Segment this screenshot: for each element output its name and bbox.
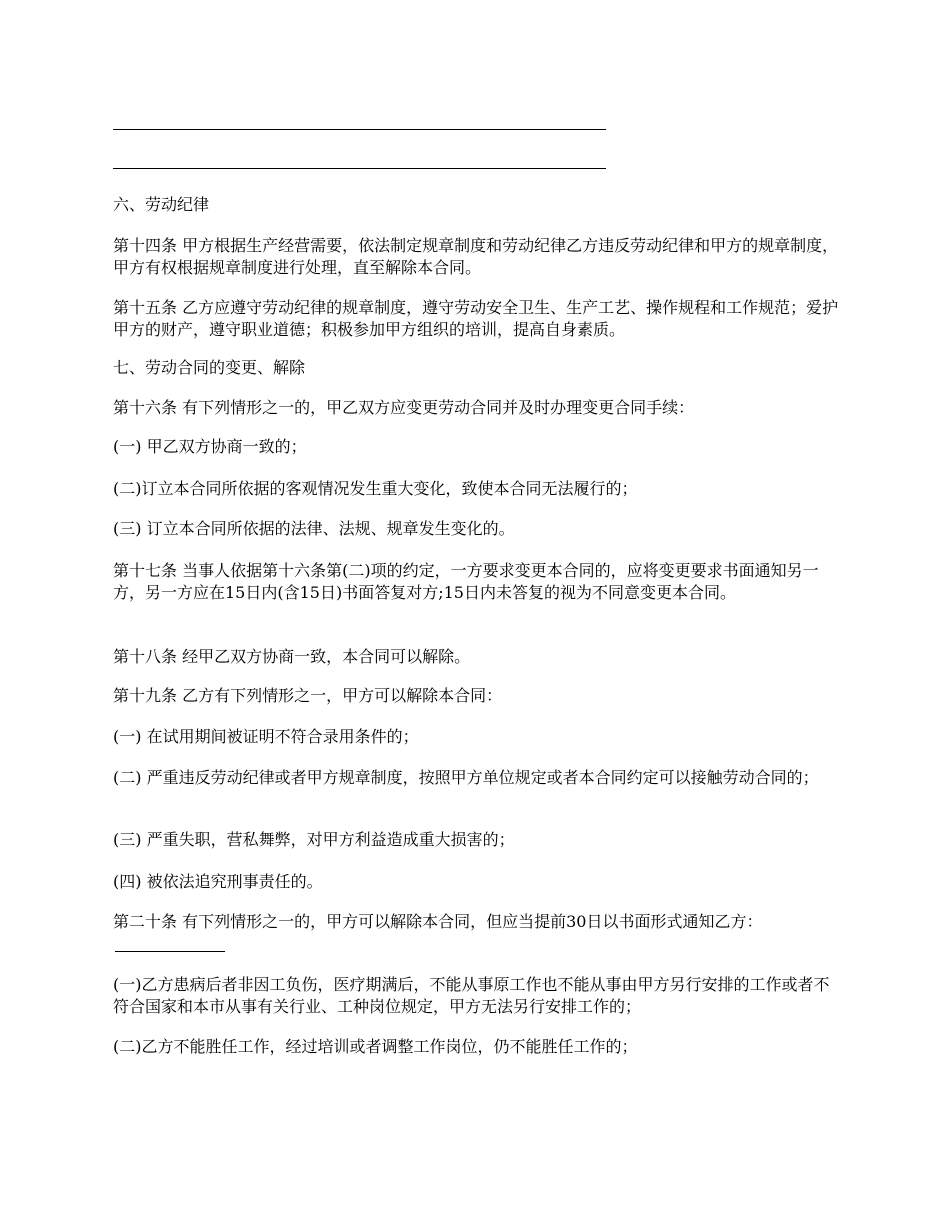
article-20-text: 第二十条 有下列情形之一的，甲方可以解除本合同，但应当提前30日以书面形式通知乙方： xyxy=(113,912,763,931)
article-20-item-1: (一)乙方患病后者非因工负伤，医疗期满后，不能从事原工作也不能从事由甲方另行安排的工作或者不符合国家和本市从事有关行业、工种岗位规定，甲方无法另行安排工作的； xyxy=(113,975,830,1016)
article-19-item-2: (二) 严重违反劳动纪律或者甲方规章制度，按照甲方单位规定或者本合同约定可以接触劳动合同的； xyxy=(113,768,819,787)
blank-fill-line xyxy=(113,129,606,130)
article-15: 第十五条 乙方应遵守劳动纪律的规章制度，遵守劳动安全卫生、生产工艺、操作规程和工作规范；爱护甲方的财产，遵守职业道德；积极参加甲方组织的培训，提高自身素质。 xyxy=(113,298,839,339)
article-14: 第十四条 甲方根据生产经营需要，依法制定规章制度和劳动纪律乙方违反劳动纪律和甲方的规章制度，甲方有权根据规章制度进行处理，直至解除本合同。 xyxy=(113,236,839,277)
article-19-item-4: (四) 被依法追究刑事责任的。 xyxy=(113,872,323,891)
section-heading-contract-change: 七、劳动合同的变更、解除 xyxy=(113,358,306,377)
article-16-item-2: (二)订立本合同所依据的客观情况发生重大变化，致使本合同无法履行的； xyxy=(113,479,638,498)
article-18: 第十八条 经甲乙双方协商一致，本合同可以解除。 xyxy=(113,647,471,666)
section-heading-labor-discipline: 六、劳动纪律 xyxy=(113,195,210,214)
blank-fill-line xyxy=(113,168,606,169)
article-16: 第十六条 有下列情形之一的，甲乙双方应变更劳动合同并及时办理变更合同手续： xyxy=(113,398,695,417)
article-19: 第十九条 乙方有下列情形之一，甲方可以解除本合同： xyxy=(113,686,503,705)
article-20 xyxy=(113,911,841,955)
article-16-item-3: (三) 订立本合同所依据的法律、法规、规章发生变化的。 xyxy=(113,519,515,538)
article-19-item-1: (一) 在试用期间被证明不符合录用条件的； xyxy=(113,727,419,746)
article-19-item-3: (三) 严重失职，营私舞弊，对甲方利益造成重大损害的； xyxy=(113,830,515,849)
article-17: 第十七条 当事人依据第十六条第(二)项的约定，一方要求变更本合同的，应将变更要求书面通知另一方，另一方应在15日内(含15日)书面答复对方;15日内未答复的视为不同意变更本合同。 xyxy=(113,561,819,602)
article-20-item-2: (二)乙方不能胜任工作，经过培训或者调整工作岗位，仍不能胜任工作的； xyxy=(113,1037,638,1056)
article-16-item-1: (一) 甲乙双方协商一致的； xyxy=(113,437,307,456)
blank-fill-line xyxy=(115,935,225,952)
